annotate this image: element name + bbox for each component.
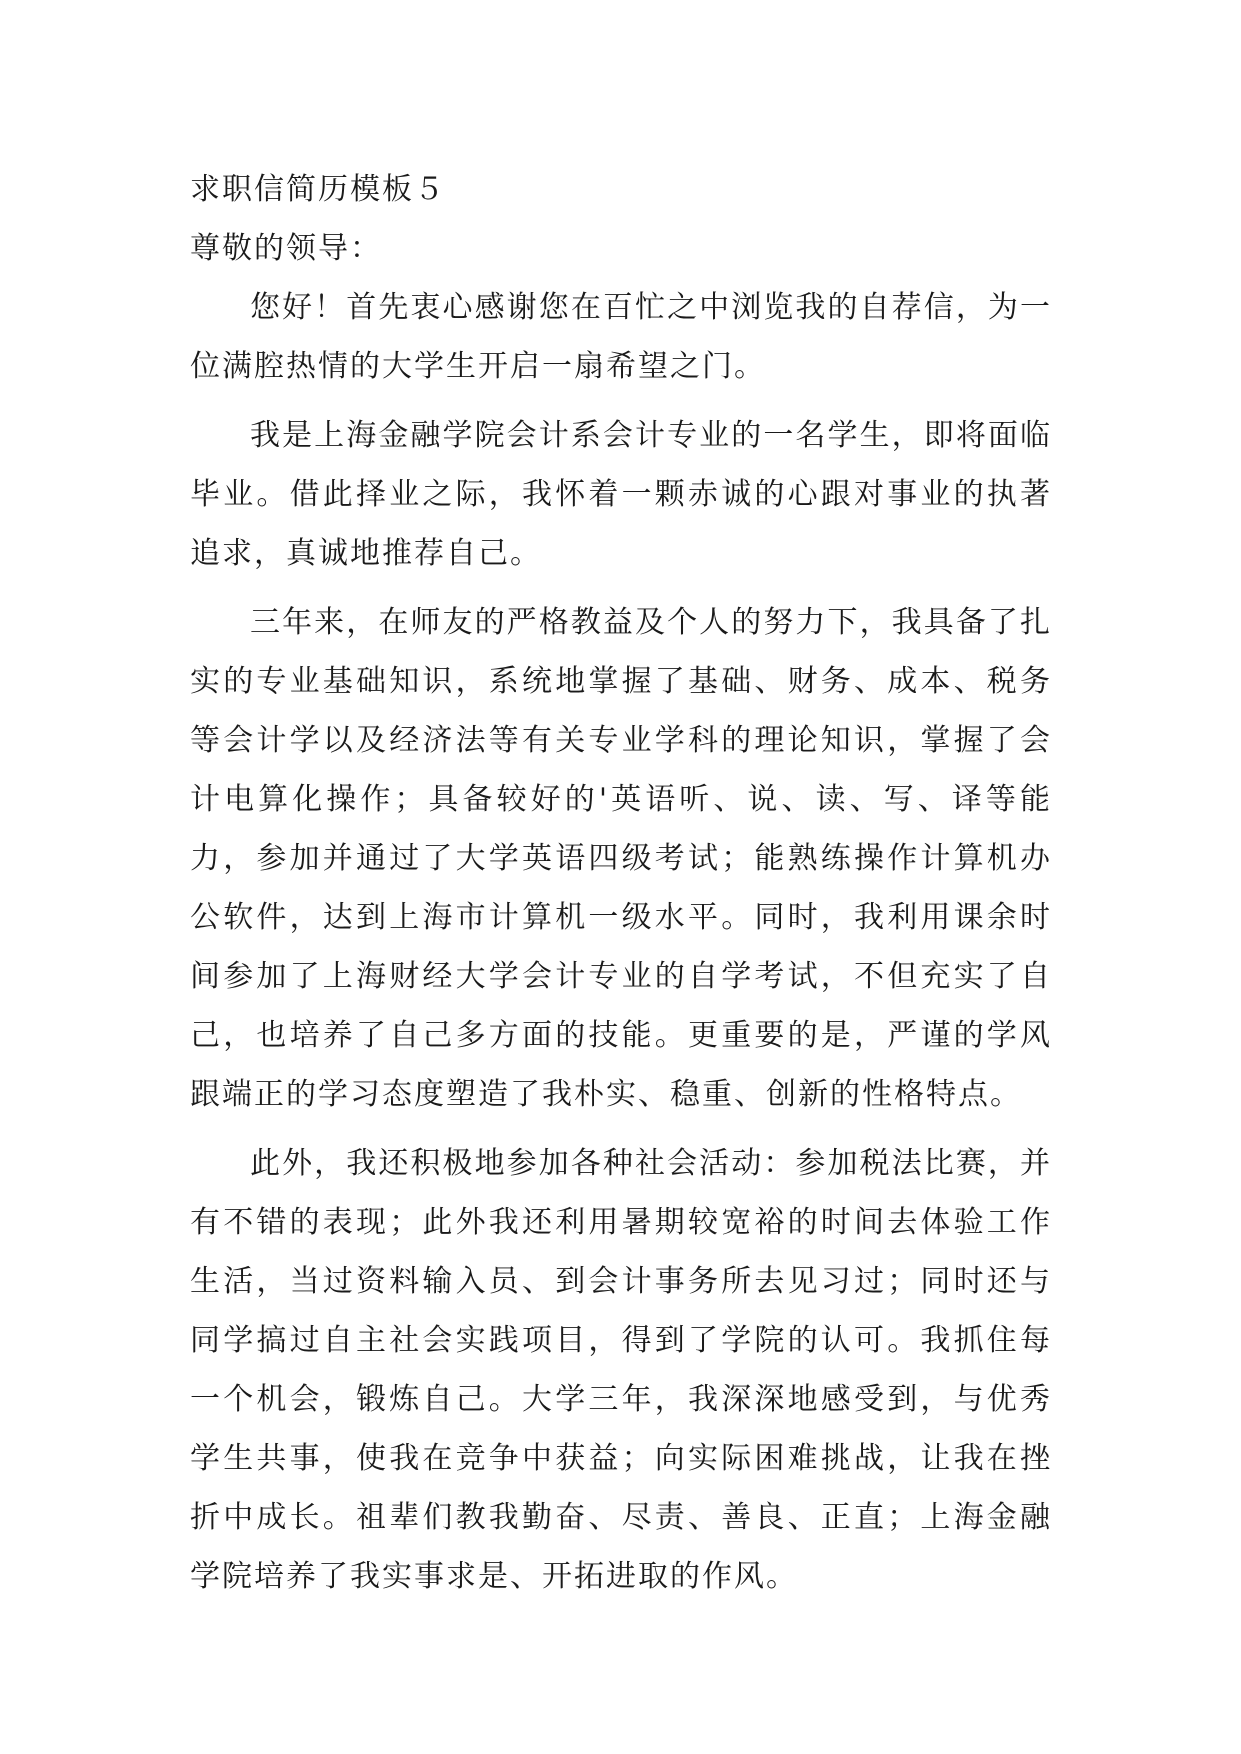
salutation: 尊敬的领导： — [190, 231, 382, 266]
paragraph-skills: 三年来，在师友的严格教益及个人的努力下，我具备了扎实的专业基础知识，系统地掌握了基础、财务、成本、税务等会计学以及经济法等有关专业学科的理论知识，掌握了会计电算化操作；具备较好的'英语听、说、读、写、译等能力，参加并通过了大学英语四级考试；能熟练操作计算机办公软件，达到上海市计算机一级水平。同时，我利用课余时间参加了上海财经大学会计专业的自学考试，不但充实了自己，也培养了自己多方面的技能。更重要的是，严谨的学风跟端正的学习态度塑造了我朴实、稳重、创新的性格特点。 — [190, 605, 1052, 1112]
paragraph-greeting: 您好！首先衷心感谢您在百忙之中浏览我的自荐信，为一位满腔热情的大学生开启一扇希望之门。 — [190, 290, 1052, 384]
document-title: 求职信简历模板５ — [190, 172, 446, 207]
paragraph-activities: 此外，我还积极地参加各种社会活动：参加税法比赛，并有不错的表现；此外我还利用暑期较宽裕的时间去体验工作生活，当过资料输入员、到会计事务所去见习过；同时还与同学搞过自主社会实践项目，得到了学院的认可。我抓住每一个机会，锻炼自己。大学三年，我深深地感受到，与优秀学生共事，使我在竞争中获益；向实际困难挑战，让我在挫折中成长。祖辈们教我勤奋、尽责、善良、正直；上海金融学院培养了我实事求是、开拓进取的作风。 — [190, 1146, 1052, 1594]
paragraph-introduction: 我是上海金融学院会计系会计专业的一名学生，即将面临毕业。借此择业之际，我怀着一颗赤诚的心跟对事业的执著追求，真诚地推荐自己。 — [190, 418, 1052, 571]
document-body — [190, 160, 1052, 1616]
